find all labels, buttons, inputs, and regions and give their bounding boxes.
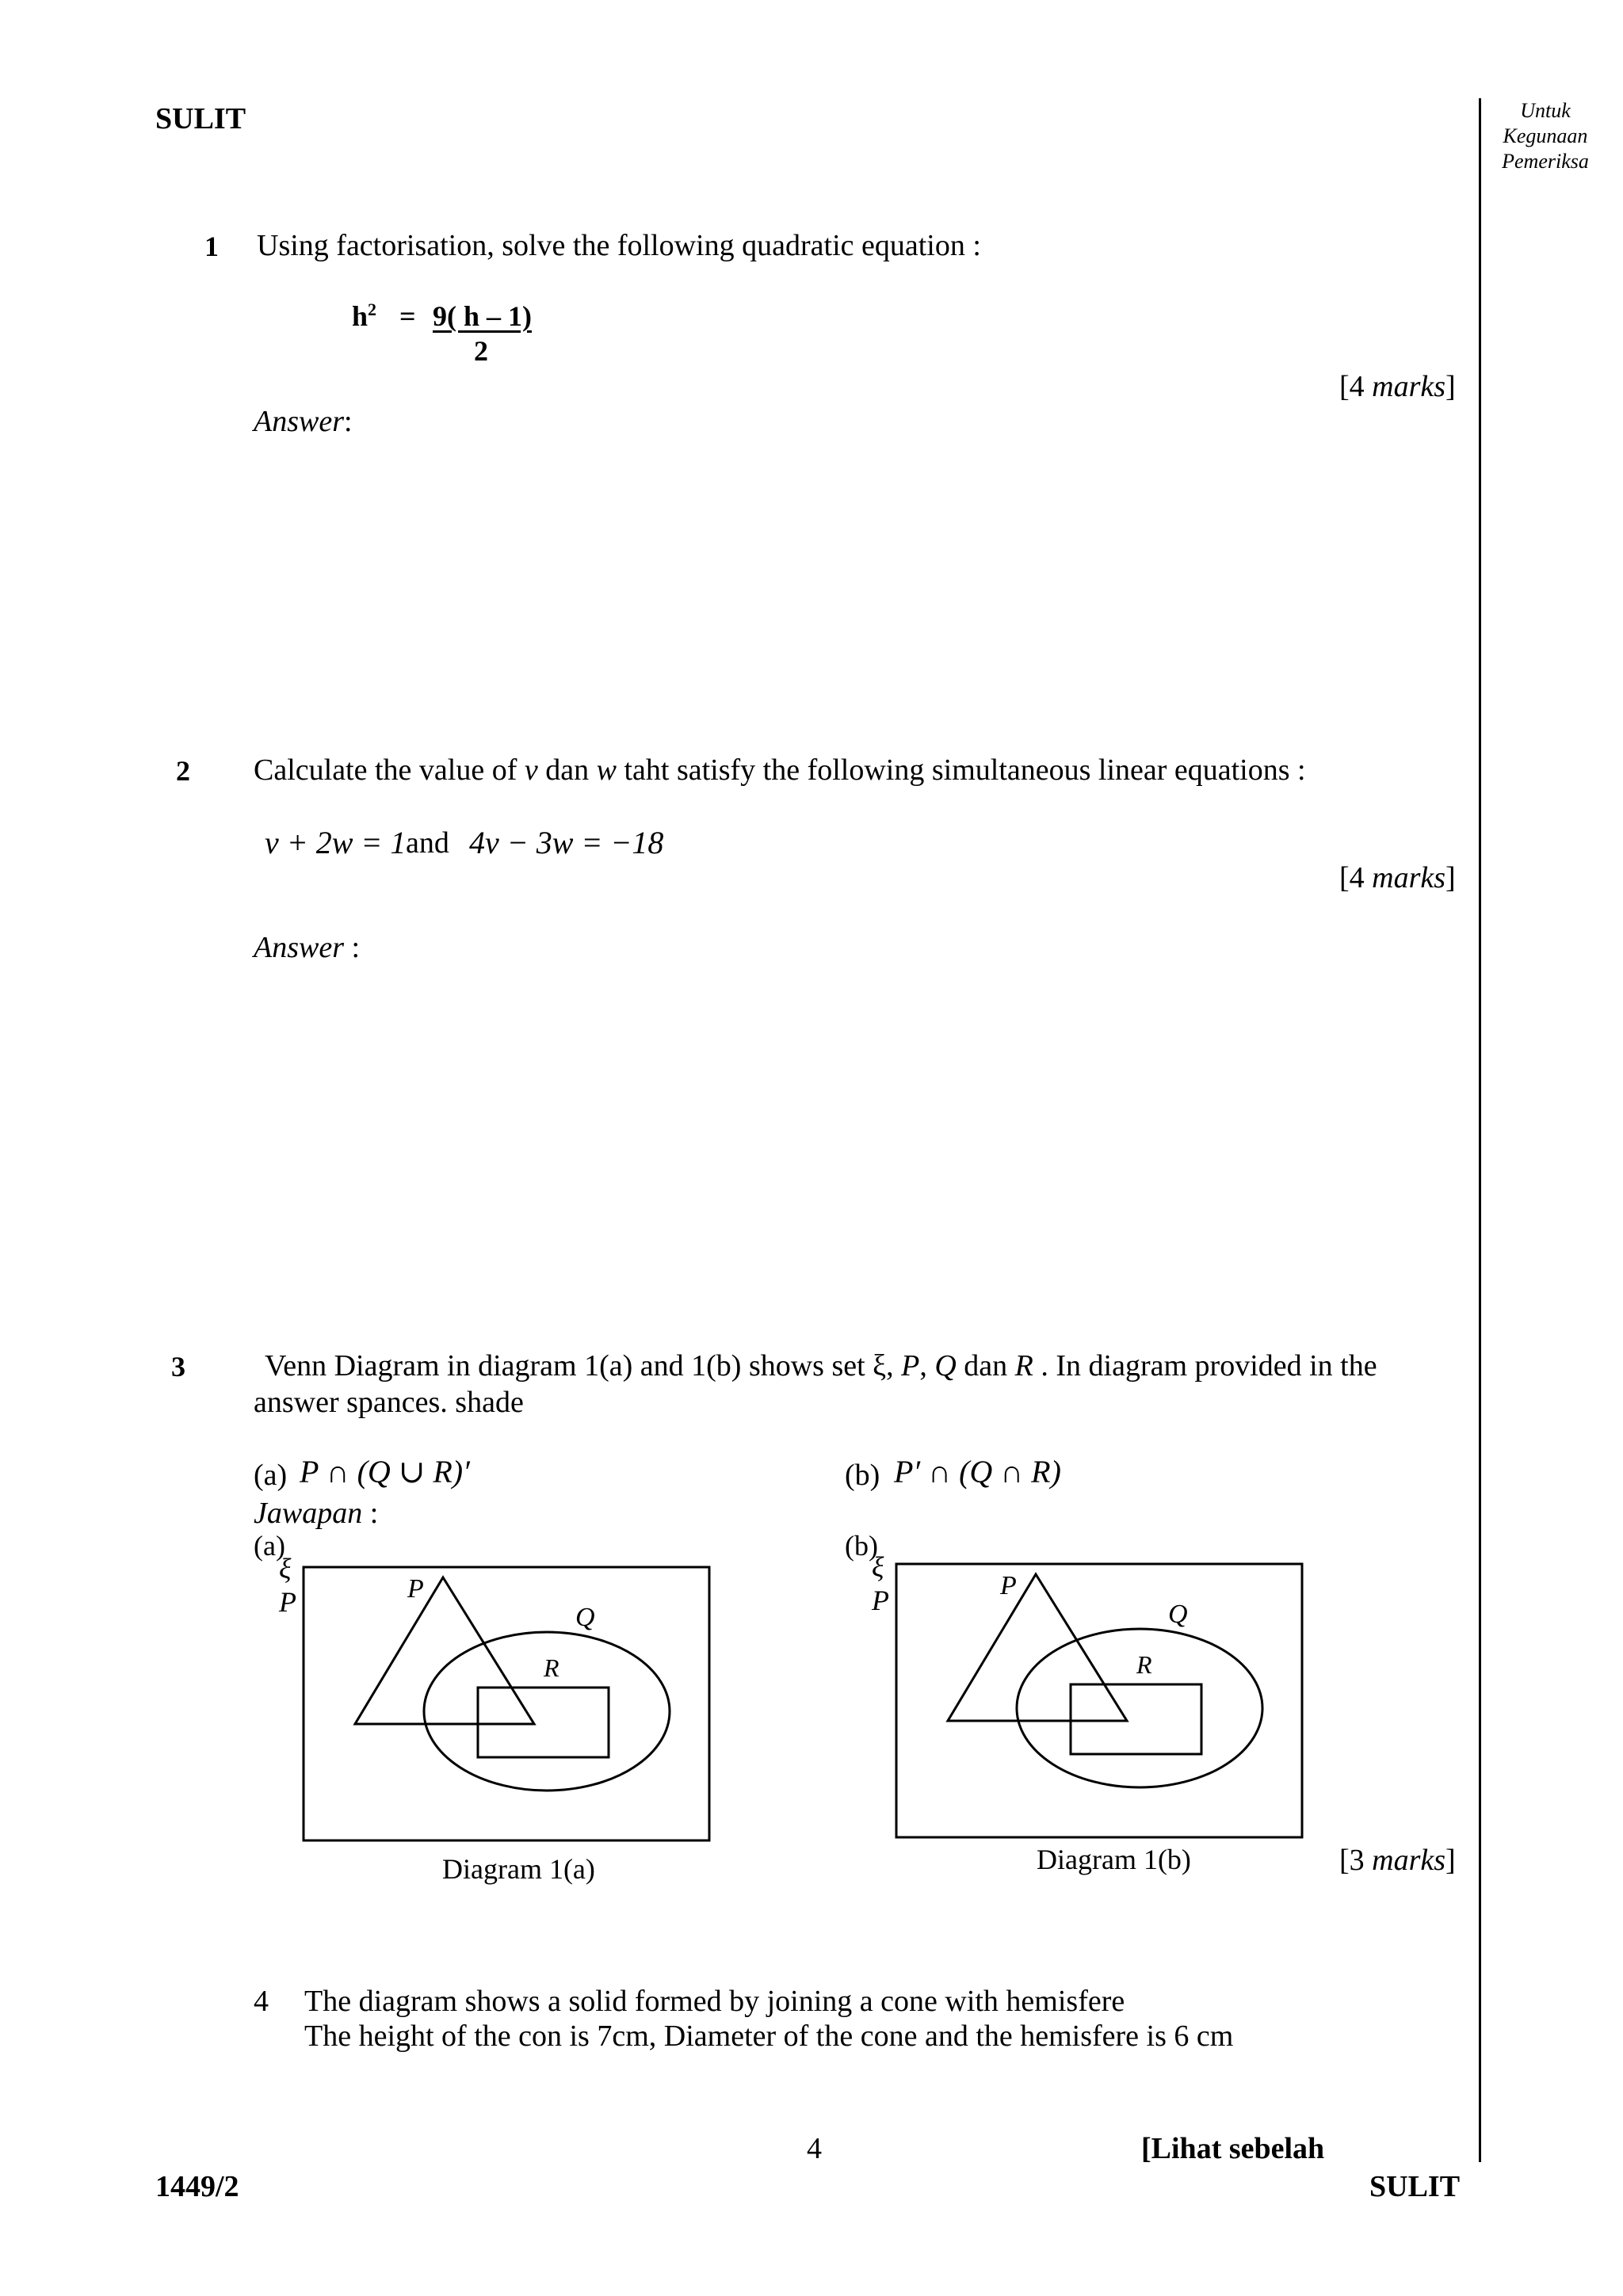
q3-marks	[1339, 1843, 1456, 1878]
q3-marks-close: ]	[1445, 1844, 1456, 1877]
q2-marks-close: ]	[1445, 861, 1456, 894]
q3-set-r: R	[1014, 1349, 1033, 1383]
footer-paper-code: 1449/2	[155, 2170, 239, 2203]
header-sulit: SULIT	[155, 102, 246, 135]
q2-var-v: v	[524, 753, 538, 787]
q2-prompt-part-b: dan	[537, 753, 597, 787]
q1-number: 1	[204, 231, 219, 262]
q1-marks	[1339, 369, 1456, 404]
footer-sulit: SULIT	[1369, 2170, 1461, 2203]
venn-diagram-b	[862, 1542, 1322, 1843]
venn-a-set-p-triangle	[355, 1577, 534, 1724]
q4-line-2: The height of the con is 7cm, Diameter of the cone and the hemisfere is 6 cm	[304, 2019, 1234, 2053]
venn-b-xi-symbol: ξ	[872, 1551, 884, 1583]
footer-next-page-note: [Lihat sebelah	[1141, 2132, 1325, 2165]
q1-prompt: Using factorisation, solve the following quadratic equation :	[257, 229, 981, 262]
q3-line-1	[265, 1348, 1377, 1383]
venn-b-universal-set	[896, 1564, 1302, 1837]
q3-set-p: P	[901, 1349, 920, 1383]
venn-a-caption: Diagram 1(a)	[442, 1853, 595, 1885]
q1-answer-label	[254, 404, 353, 439]
venn-b-set-p-triangle	[948, 1574, 1127, 1721]
margin-note-line-3: Pemeriksa	[1502, 150, 1589, 173]
q2-prompt-part-a: Calculate the value of	[254, 753, 525, 787]
q3-set-q: Q	[934, 1349, 957, 1383]
q2-var-w: w	[596, 753, 617, 787]
q3-jawapan-colon: :	[362, 1497, 379, 1530]
venn-a-p-label: P	[407, 1574, 424, 1604]
q3-jawapan-label	[254, 1496, 378, 1531]
examiner-margin-rule	[1479, 98, 1481, 2162]
q1-lhs-variable: h	[352, 300, 369, 332]
q1-equals: =	[399, 300, 416, 332]
q1-equation-lhs	[352, 299, 376, 333]
examiner-margin-note	[1490, 98, 1601, 174]
q3-separator: ,	[919, 1349, 935, 1383]
q1-marks-open: [4	[1339, 370, 1373, 403]
margin-note-line-1: Untuk	[1520, 99, 1571, 122]
q3-part-a-expression: P ∩ (Q ∪ R)′	[300, 1454, 470, 1489]
q3-number: 3	[171, 1351, 185, 1383]
q2-number: 2	[176, 755, 190, 787]
venn-b-r-label: R	[1136, 1650, 1152, 1679]
venn-a-xi-symbol: ξ	[279, 1553, 292, 1585]
venn-a-q-label: Q	[575, 1603, 595, 1632]
venn-a-universal-set	[304, 1567, 709, 1840]
q4-line-1: The diagram shows a solid formed by joining a cone with hemisfere	[304, 1985, 1125, 2018]
q4-number: 4	[254, 1985, 269, 2018]
q3-line-1-part-c: . In diagram provided in the	[1033, 1349, 1377, 1383]
q2-equation-2: 4v − 3w = −18	[469, 825, 664, 860]
q3-part-a-label: (a)	[254, 1459, 288, 1492]
q3-marks-word: marks	[1372, 1844, 1446, 1877]
q2-answer-word: Answer	[254, 931, 344, 964]
venn-b-q-label: Q	[1168, 1600, 1188, 1629]
venn-b-set-r-rectangle	[1071, 1684, 1201, 1754]
margin-note-line-2: Kegunaan	[1503, 124, 1588, 147]
q3-line-1-part-b: dan	[956, 1349, 1015, 1383]
q2-prompt	[254, 753, 1306, 788]
q1-answer-word: Answer	[254, 405, 344, 438]
venn-b-p-label: P	[1000, 1571, 1017, 1600]
q1-marks-word: marks	[1372, 370, 1446, 403]
q1-answer-colon: :	[344, 405, 353, 438]
venn-b-caption: Diagram 1(b)	[1037, 1844, 1191, 1875]
q2-and: and	[406, 826, 449, 860]
q2-marks-word: marks	[1372, 861, 1446, 894]
venn-a-set-r-rectangle	[478, 1688, 609, 1757]
q2-equation-1: v + 2w = 1	[265, 825, 407, 860]
q3-jawapan-word: Jawapan	[254, 1497, 363, 1530]
venn-a-outer-p-label: P	[279, 1586, 296, 1618]
q2-answer-colon: :	[344, 931, 361, 964]
q3-part-b-expression: P′ ∩ (Q ∩ R)	[894, 1454, 1061, 1489]
q3-line-2: answer spances. shade	[254, 1386, 524, 1419]
q2-answer-label	[254, 930, 360, 965]
q3-answer-b-label: (b)	[845, 1530, 878, 1562]
q2-prompt-part-c: taht satisfy the following simultaneous linear equations :	[616, 753, 1306, 787]
q1-numerator: 9( h – 1)	[433, 300, 532, 332]
q1-marks-close: ]	[1445, 370, 1456, 403]
venn-diagram-a	[269, 1545, 729, 1846]
q3-marks-open: [3	[1339, 1844, 1373, 1877]
q3-answer-a-label: (a)	[254, 1530, 285, 1562]
q1-lhs-exponent: 2	[368, 299, 377, 319]
q3-line-1-part-a: Venn Diagram in diagram 1(a) and 1(b) shows set ξ,	[265, 1349, 902, 1383]
q3-part-b-label: (b)	[845, 1459, 880, 1492]
q1-denominator: 2	[474, 335, 488, 367]
venn-b-outer-p-label: P	[872, 1585, 889, 1616]
q2-marks-open: [4	[1339, 861, 1373, 894]
q2-marks	[1339, 860, 1456, 895]
venn-a-r-label: R	[544, 1653, 559, 1682]
page-number: 4	[807, 2132, 822, 2165]
